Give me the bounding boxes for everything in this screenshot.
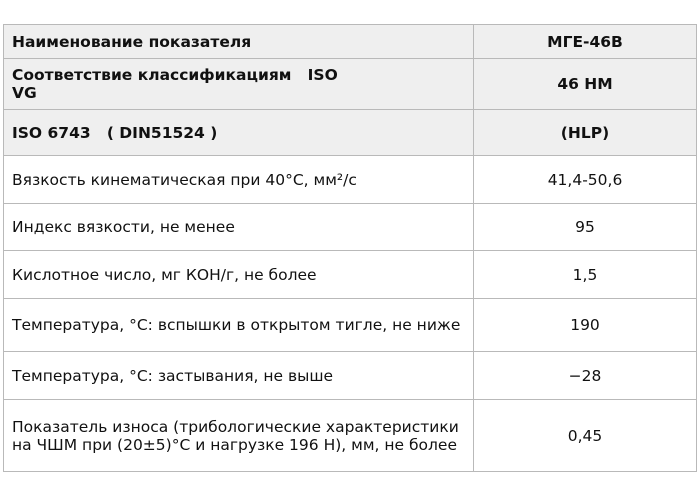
row-parameter-name: Кислотное число, мг КОН/г, не более: [4, 251, 474, 299]
row-parameter-value: 46 HM: [474, 59, 697, 110]
header-parameter-name: Наименование показателя: [4, 25, 474, 59]
table-row: [4, 400, 697, 472]
row-parameter-value: −28: [474, 352, 697, 400]
table-row: [4, 251, 697, 299]
table-row: [4, 204, 697, 251]
row-parameter-value: 95: [474, 204, 697, 251]
table-row: [4, 299, 697, 352]
table-row: [4, 156, 697, 204]
row-parameter-name: Соответствие классификациям ISO VG: [4, 59, 474, 110]
table-row: [4, 352, 697, 400]
row-parameter-value: 0,45: [474, 400, 697, 472]
table-header-row: [4, 25, 697, 59]
row-parameter-name: Вязкость кинематическая при 40°С, мм²/с: [4, 156, 474, 204]
row-parameter-value: (HLP): [474, 110, 697, 156]
table-row: [4, 59, 697, 110]
row-parameter-name: Показатель износа (трибологические характеристики на ЧШМ при (20±5)°С и нагрузке 196 Н), мм, не более: [4, 400, 474, 472]
row-parameter-value: 190: [474, 299, 697, 352]
row-parameter-name: Температура, °С: застывания, не выше: [4, 352, 474, 400]
row-parameter-name: Температура, °С: вспышки в открытом тигле, не ниже: [4, 299, 474, 352]
row-parameter-value: 41,4-50,6: [474, 156, 697, 204]
header-product-name: МГЕ-46В: [474, 25, 697, 59]
row-parameter-value: 1,5: [474, 251, 697, 299]
table-row: [4, 110, 697, 156]
row-parameter-name: Индекс вязкости, не менее: [4, 204, 474, 251]
specifications-table: [3, 24, 697, 472]
row-parameter-name: ISO 6743 ( DIN51524 ): [4, 110, 474, 156]
